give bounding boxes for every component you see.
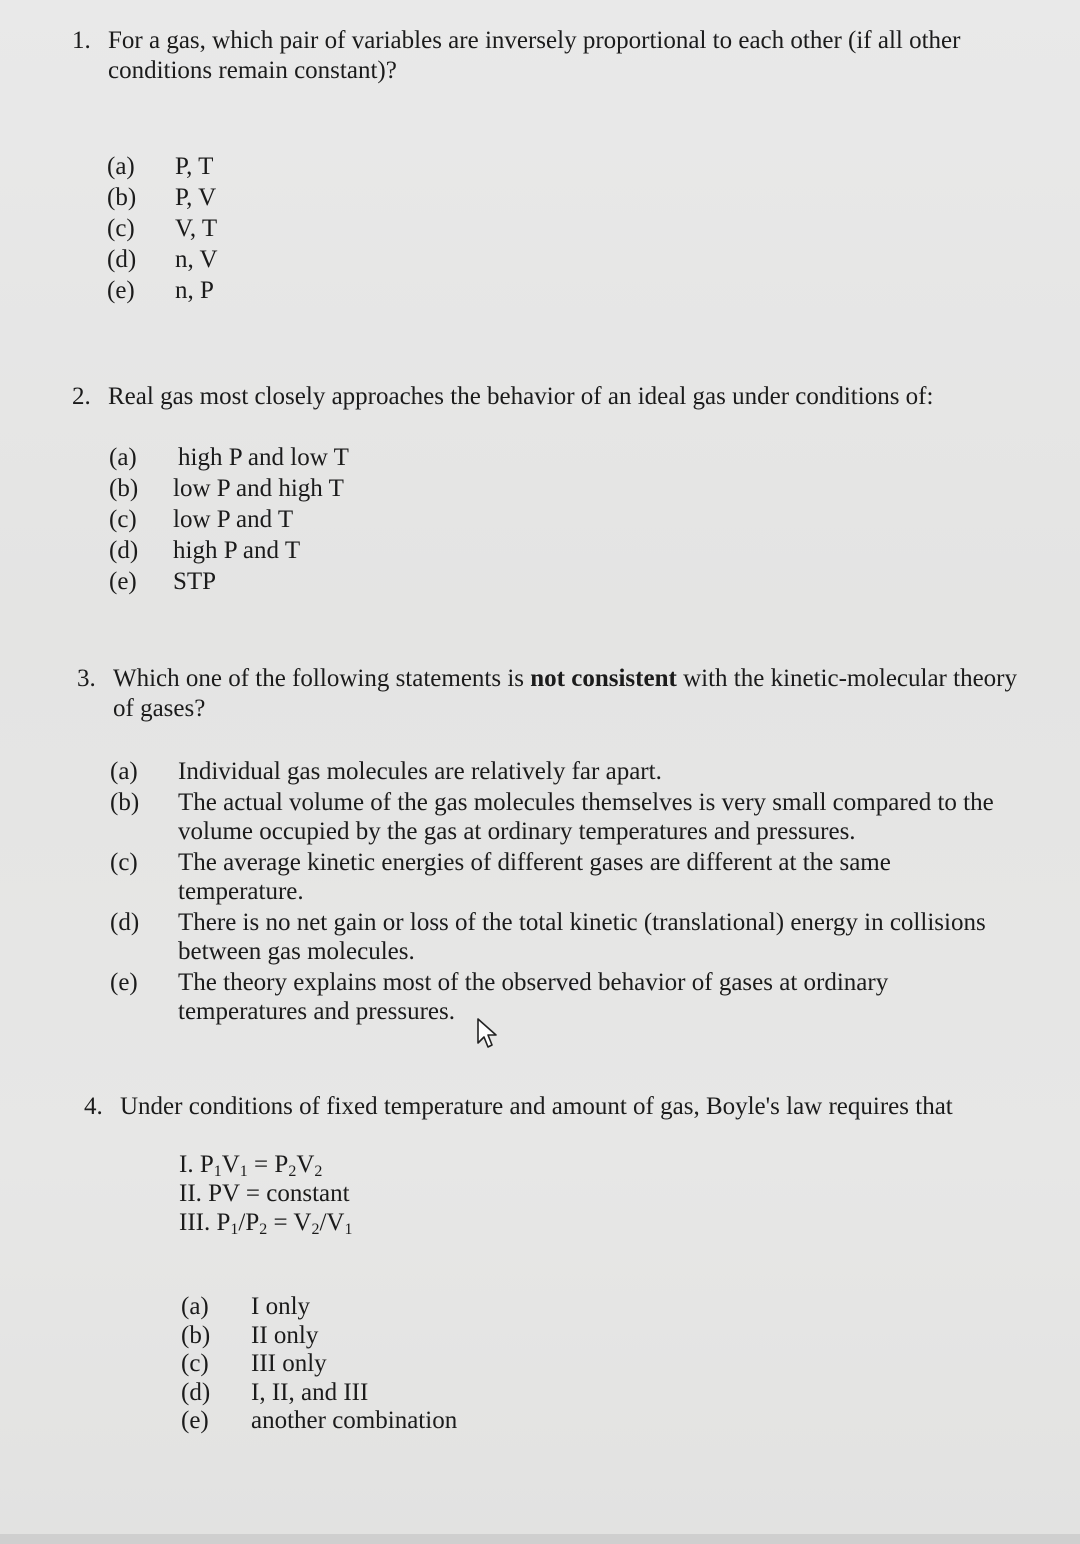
option [107, 213, 407, 244]
option-text: Individual gas molecules are relatively far apart. [178, 758, 662, 785]
option-text: V, T [175, 215, 218, 242]
statement-iii [179, 1208, 352, 1237]
option [181, 1350, 581, 1379]
option-text: The average kinetic energies of different gases are different at the same temperature. [178, 849, 891, 905]
option-label: (d) [107, 246, 137, 273]
symbol: P [199, 1151, 214, 1178]
subscript: 1 [239, 1163, 248, 1180]
option-label: (c) [107, 215, 135, 242]
option [109, 442, 509, 473]
symbol: V [296, 1151, 315, 1178]
option [109, 566, 509, 597]
option-text: P, T [175, 153, 214, 180]
subscript: 2 [314, 1163, 323, 1180]
question-text-end: with the kinetic-molecular theory of gases? [113, 665, 1017, 722]
option-label: (c) [181, 1350, 209, 1377]
symbol: /V [319, 1209, 345, 1236]
option-label: (d) [109, 537, 139, 564]
subscript: 2 [259, 1221, 268, 1238]
question-number: 2. [72, 383, 91, 410]
option-label: (b) [109, 475, 139, 502]
question-text-start: Which one of the following statements is [113, 665, 531, 692]
statement-prefix: I. [179, 1151, 200, 1178]
option-text: n, V [175, 246, 218, 273]
screen-bottom-edge [0, 1534, 1080, 1544]
option-label: (e) [107, 277, 135, 304]
option-text: II only [251, 1321, 319, 1349]
option-label: (b) [107, 184, 137, 211]
symbol: P [216, 1209, 231, 1236]
question-2 [72, 382, 1052, 412]
question-4-options [181, 1293, 581, 1436]
option-text: The actual volume of the gas molecules themselves is very small compared to the volume occupied by the gas at ordinary temperatures and pressures. [178, 789, 994, 845]
option [107, 275, 407, 306]
question-number: 1. [72, 27, 91, 54]
symbol: P [274, 1151, 289, 1178]
subscript: 1 [213, 1163, 222, 1180]
option-label: (e) [110, 969, 138, 996]
option [181, 1407, 581, 1436]
option [181, 1293, 581, 1322]
question-emphasis: not consistent [530, 665, 677, 692]
option [181, 1322, 581, 1351]
symbol: V [221, 1151, 240, 1178]
question-2-options [109, 442, 509, 597]
equals: = V [267, 1209, 312, 1236]
statement-prefix: III. [179, 1209, 217, 1236]
option-label: (b) [181, 1321, 211, 1349]
option-text: high P and low T [178, 444, 349, 471]
option-text: There is no net gain or loss of the total kinetic (translational) energy in collisions between gas molecules. [178, 909, 986, 965]
option-text: The theory explains most of the observed behavior of gases at ordinary temperatures and pressures. [178, 969, 889, 1025]
option-text: III only [251, 1350, 327, 1377]
subscript: 1 [230, 1221, 239, 1238]
option-label: (b) [110, 789, 140, 816]
question-number: 3. [77, 665, 96, 692]
option-label: (a) [107, 153, 135, 180]
option-text: I, II, and III [251, 1378, 369, 1406]
option-text: I only [251, 1293, 311, 1320]
option-text: low P and T [173, 506, 294, 533]
option [109, 504, 509, 535]
question-text [113, 664, 1017, 724]
question-number: 4. [84, 1093, 103, 1120]
option-label: (a) [181, 1293, 209, 1320]
question-1 [72, 26, 1052, 86]
option [181, 1379, 581, 1408]
option-text: n, P [175, 277, 214, 304]
question-3 [77, 664, 1017, 724]
option-text: high P and T [173, 537, 301, 564]
option-label: (e) [181, 1407, 209, 1434]
option [107, 151, 407, 182]
option-label: (e) [109, 568, 137, 595]
roman-statements [179, 1150, 352, 1237]
question-text: For a gas, which pair of variables are inversely proportional to each other (if all other conditions remain constant)? [108, 27, 961, 84]
option [109, 535, 509, 566]
option-label: (c) [110, 849, 138, 876]
subscript: 2 [288, 1163, 297, 1180]
option-label: (a) [109, 444, 137, 471]
question-text: Real gas most closely approaches the behavior of an ideal gas under conditions of: [108, 383, 934, 410]
symbol: /P [238, 1209, 260, 1236]
statement-ii: II. PV = constant [179, 1180, 350, 1207]
option-label: (a) [110, 758, 138, 785]
equals: = [247, 1151, 275, 1178]
option [109, 473, 509, 504]
subscript: 1 [344, 1221, 353, 1238]
question-text: Under conditions of fixed temperature and amount of gas, Boyle's law requires that [120, 1093, 953, 1120]
question-4 [84, 1092, 1044, 1122]
option-text: another combination [251, 1407, 458, 1434]
option-label: (d) [110, 909, 140, 936]
option [107, 182, 407, 213]
option-label: (c) [109, 506, 137, 533]
option-text: low P and high T [173, 475, 344, 502]
statement-i [179, 1150, 352, 1179]
mouse-pointer-icon [476, 1017, 502, 1051]
question-1-options [107, 151, 407, 306]
option-label: (d) [181, 1378, 211, 1406]
option-text: STP [173, 568, 217, 595]
option [107, 244, 407, 275]
subscript: 2 [311, 1221, 320, 1238]
option-text: P, V [175, 184, 217, 211]
